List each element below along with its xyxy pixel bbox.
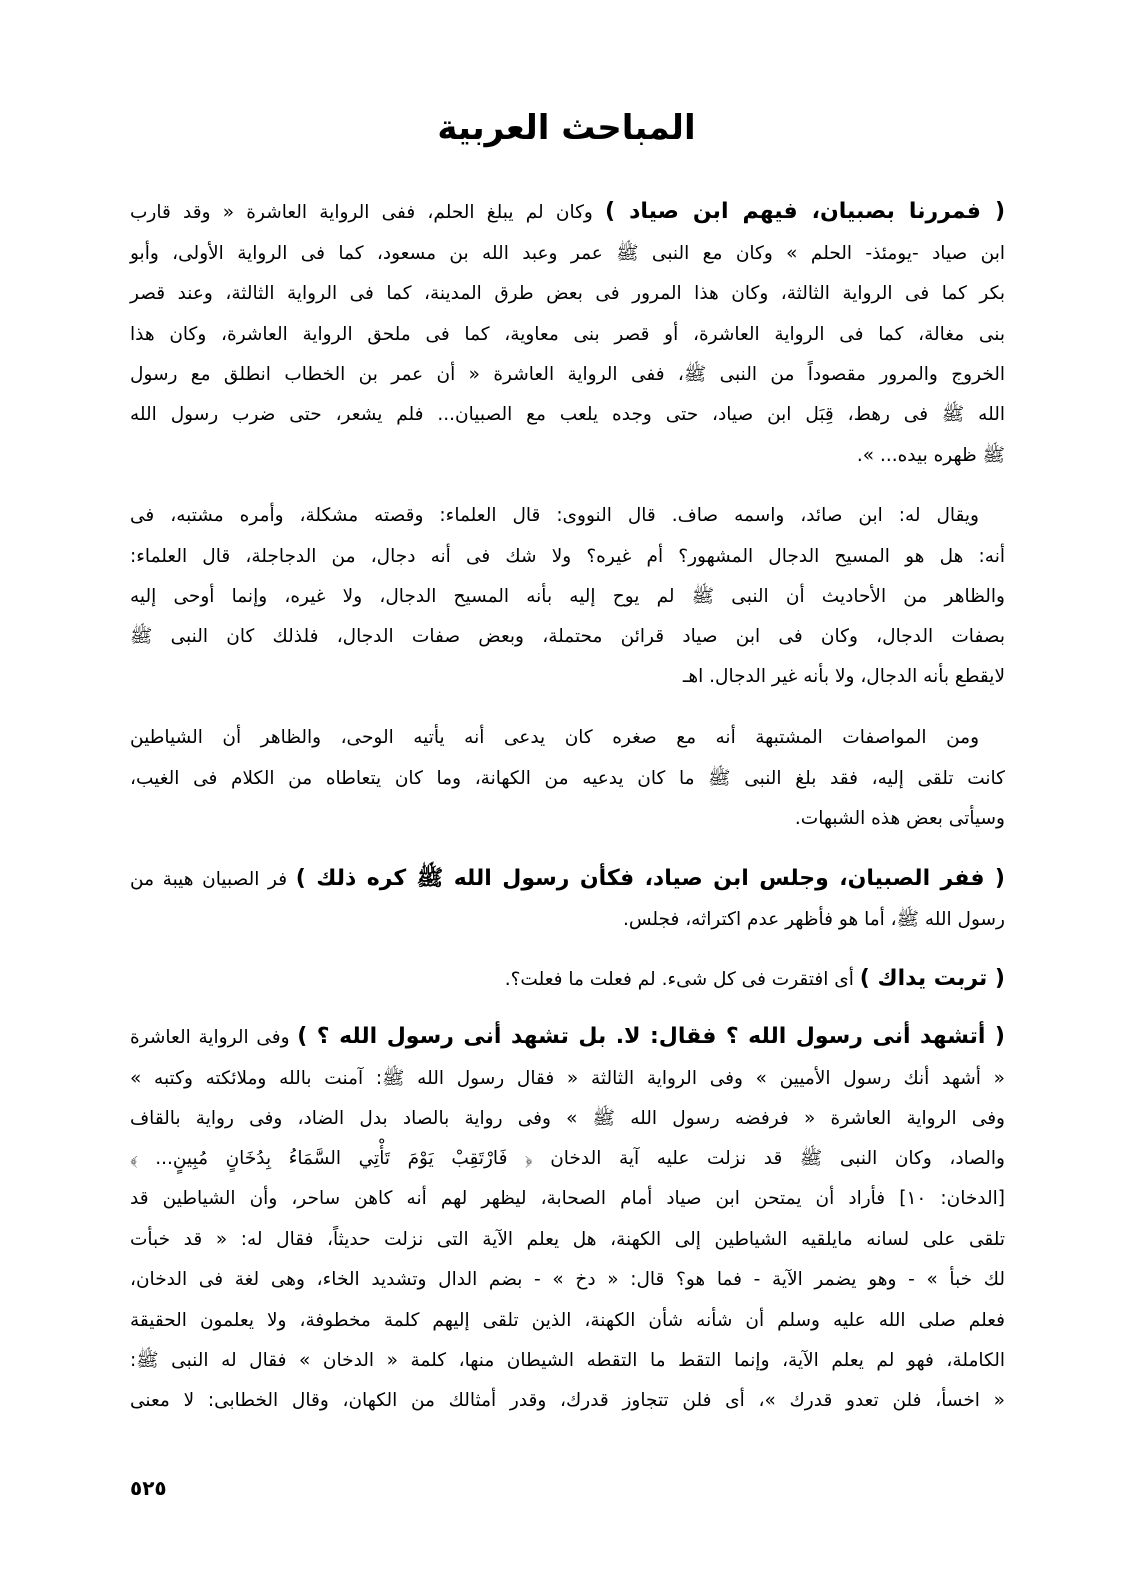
text-line — [130, 1064, 1005, 1094]
text-line — [130, 662, 1005, 692]
line-text: لك خبأ » - وهو يضمر الآية - فما هو؟ قال: « دخ » - بضم الدال وتشديد الخاء، وهى لغة فى الدخان، — [130, 1269, 1005, 1290]
text-line — [130, 804, 1005, 834]
line-text: لايقطع بأنه الدجال، ولا بأنه غير الدجال. اهـ — [682, 666, 1005, 687]
text-line — [130, 582, 1005, 612]
text-line — [130, 239, 1005, 269]
line-text: الخروج والمرور مقصوداً من النبى ﷺ، ففى الرواية العاشرة « أن عمر بن الخطاب انطلق مع رسول — [130, 364, 1005, 385]
text-line — [130, 320, 1005, 350]
text-line — [130, 197, 1005, 228]
line-text: [الدخان: ١٠] فأراد أن يمتحن ابن صياد أمام الصحابة، ليظهر لهم أنه كاهن ساحر، وأن الشياطين قد — [130, 1188, 1005, 1209]
line-text: بنى مغالة، كما فى الرواية العاشرة، أو قصر بنى معاوية، كما فى ملحق الرواية العاشرة، وكان هذا — [130, 324, 1005, 345]
text-line — [130, 622, 1005, 652]
text-line — [130, 1184, 1005, 1214]
text-line — [130, 441, 1005, 471]
line-text: تلقى على لسانه مايلقيه الشياطين إلى الكهنة، هل يعلم الآية التى نزلت حديثاً، فقال له: « قد خبأت — [130, 1229, 1005, 1250]
text-line — [130, 360, 1005, 390]
line-text: ﷺ ظهره بيده... ». — [856, 445, 1005, 466]
line-text: والظاهر من الأحاديث أن النبى ﷺ لم يوح إليه بأنه المسيح الدجال، ولا غيره، وإنما أوحى إليه — [130, 586, 1005, 607]
line-text: ومن المواصفات المشتبهة أنه مع صغره كان يدعى أنه يأتيه الوحى، والظاهر أن الشياطين — [130, 727, 979, 748]
line-text: فر الصبيان هيبة من — [130, 869, 296, 890]
line-text: كانت تلقى إليه، فقد بلغ النبى ﷺ ما كان يدعيه من الكهانة، وما كان يتعاطاه من الكلام فى الغيب، — [130, 768, 1005, 789]
line-text: أى افتقرت فى كل شىء. لم فعلت ما فعلت؟. — [504, 969, 860, 990]
page-number: ٥٢٥ — [130, 1476, 167, 1500]
line-text: الكاملة، فهو لم يعلم الآية، وإنما التقط ما التقطه الشيطان منها، كلمة « الدخان » فقال له النبى ﷺ: — [130, 1350, 1005, 1371]
text-line — [130, 279, 1005, 309]
text-line — [130, 964, 1005, 995]
text-line — [130, 905, 1005, 935]
line-text: وسيأتى بعض هذه الشبهات. — [794, 808, 1005, 829]
text-line — [130, 764, 1005, 794]
text-line — [130, 400, 1005, 430]
text-line — [130, 501, 1005, 531]
lemma-heading: ( تربت يداك ) — [859, 966, 1005, 991]
line-text: « أشهد أنك رسول الأميين » وفى الرواية الثالثة « فقال رسول الله ﷺ: آمنت بالله وملائكته وكتبه » — [130, 1068, 1005, 1089]
line-text: ويقال له: ابن صائد، واسمه صاف. قال النووى: قال العلماء: وقصته مشكلة، وأمره مشتبه، فى — [130, 505, 979, 526]
line-text: رسول الله ﷺ، أما هو فأظهر عدم اكتراثه، فجلس. — [622, 909, 1005, 930]
line-text: أنه: هل هو المسيح الدجال المشهور؟ أم غيره؟ ولا شك فى أنه دجال، من الدجاجلة، قال العلماء: — [130, 546, 1005, 567]
text-line — [130, 1144, 1005, 1174]
line-text: وفى الرواية العاشرة — [130, 1027, 298, 1048]
line-text: والصاد، وكان النبى ﷺ قد نزلت عليه آية الدخان ﴿ فَارْتَقِبْ يَوْمَ تَأْتِي السَّمَاءُ بِدُخَانٍ مُبِينٍ... ﴾ — [130, 1148, 1005, 1169]
line-text: فعلم صلى الله عليه وسلم أن شأنه شأن الكهنة، الذين تلقى إليهم كلمة مخطوفة، ولا يعلمون الحقيقة — [130, 1310, 1005, 1331]
text-line — [130, 542, 1005, 572]
line-text: بكر كما فى الرواية الثالثة، وكان هذا المرور فى بعض طرق المدينة، كما فى الرواية الثالثة، وعند قصر — [130, 283, 1005, 304]
text-line — [130, 1104, 1005, 1134]
text-line — [130, 864, 1005, 895]
page-title: المباحث العربية — [437, 108, 696, 148]
text-line — [130, 1306, 1005, 1336]
lemma-heading: ( ففر الصبيان، وجلس ابن صياد، فكأن رسول الله ﷺ كره ذلك ) — [295, 866, 1005, 891]
lemma-heading: ( فمررنا بصبيان، فيهم ابن صياد ) — [605, 199, 1006, 224]
text-line — [130, 1386, 1005, 1416]
line-text: الله ﷺ فى رهط، قِبَل ابن صياد، حتى وجده يلعب مع الصبيان... فلم يشعر، حتى ضرب رسول الله — [130, 404, 1005, 425]
line-text: وفى الرواية العاشرة « فرفضه رسول الله ﷺ » وفى رواية بالصاد بدل الضاد، وفى رواية بالقاف — [130, 1108, 1005, 1129]
text-line — [130, 1225, 1005, 1255]
line-text: بصفات الدجال، وكان فى ابن صياد قرائن محتملة، وبعض صفات الدجال، فلذلك كان النبى ﷺ — [130, 626, 1005, 647]
lemma-heading: ( أتشهد أنى رسول الله ؟ فقال: لا. بل تشهد أنى رسول الله ؟ ) — [297, 1024, 1005, 1049]
line-text: وكان لم يبلغ الحلم، ففى الرواية العاشرة « وقد قارب — [130, 202, 606, 223]
text-line — [130, 1265, 1005, 1295]
text-line — [130, 723, 1005, 753]
text-line — [130, 1346, 1005, 1376]
line-text: ابن صياد -يومئذ- الحلم » وكان مع النبى ﷺ عمر وعبد الله بن مسعود، كما فى الرواية الأولى، وأبو — [130, 243, 1005, 264]
line-text: « اخسأ، فلن تعدو قدرك »، أى فلن تتجاوز قدرك، وقدر أمثالك من الكهان، وقال الخطابى: لا معنى — [130, 1390, 1005, 1411]
text-line — [130, 1022, 1005, 1053]
